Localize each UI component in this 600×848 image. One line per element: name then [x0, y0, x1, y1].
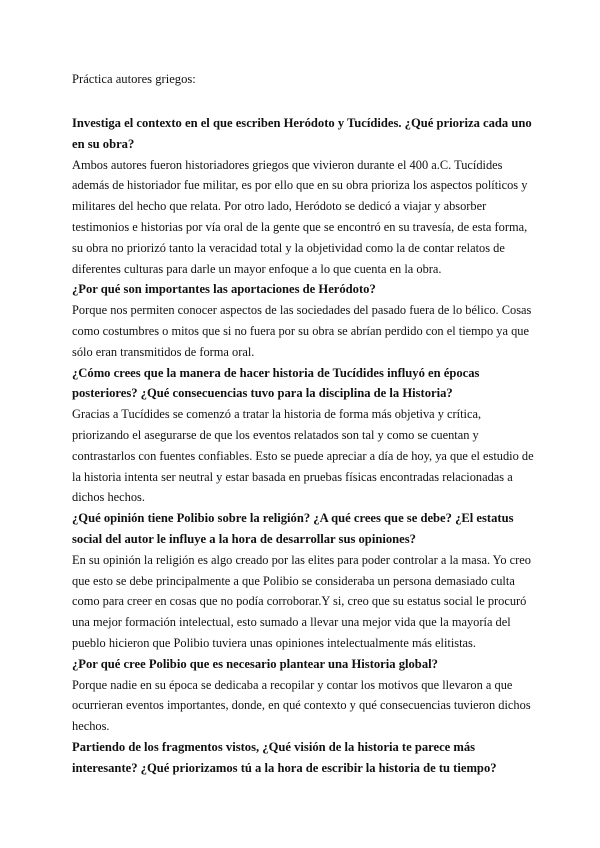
question-5: ¿Por qué cree Polibio que es necesario plantear una Historia global?: [72, 656, 438, 671]
answer-4: En su opinión la religión es algo creado por las elites para poder controlar a la masa. Yo creo que esto se debe principalmente a que Polibio se consideraba un persona demasiado culta como para creer en cosas que no podía corroborar.Y si, creo que su estatus social le procuró una mejor formación intelectual, esto sumado a llevar una mejor vida que la mayoría del pueblo hicieron que Polibio tuviera unas opiniones intelectualmente más elitistas.: [72, 552, 531, 650]
question-3: ¿Cómo crees que la manera de hacer historia de Tucídides influyó en épocas posteriores? ¿Qué consecuencias tuvo para la disciplina de la Historia?: [72, 365, 480, 401]
question-6: Partiendo de los fragmentos vistos, ¿Qué visión de la historia te parece más interesante? ¿Qué priorizamos tú a la hora de escribir la historia de tu tiempo?: [72, 739, 497, 775]
section-5: [72, 654, 540, 737]
question-2: ¿Por qué son importantes las aportaciones de Heródoto?: [72, 282, 376, 297]
section-2: [72, 279, 540, 362]
document-title: Práctica autores griegos:: [72, 72, 196, 86]
question-1: Investiga el contexto en el que escriben Heródoto y Tucídides. ¿Qué prioriza cada uno en su obra?: [72, 116, 532, 151]
answer-1: Ambos autores fueron historiadores griegos que vivieron durante el 400 a.C. Tucídides además de historiador fue militar, es por ello que en su obra prioriza los aspectos políticos y militares del hecho que relata. Por otro lado, Heródoto se dedicó a viajar y absorber testimonios e historias por vía oral de la gente que se encontró en su travesía, de esta forma, su obra no priorizó tanto la veracidad total y la objetividad como la de contar relatos de diferentes culturas para darle un mayor enfoque a lo que cuenta en la obra.: [72, 157, 528, 276]
answer-5: Porque nadie en su época se dedicaba a recopilar y contar los motivos que llevaron a que ocurrieran eventos importantes, donde, en qué contexto y qué consecuencias tuvieron dichos hechos.: [72, 677, 531, 734]
answer-3: Gracias a Tucídides se comenzó a tratar la historia de forma más objetiva y crítica, priorizando el asegurarse de que los eventos relatados son tal y como se cuentan y contrastarlos con fuentes confiables. Esto se puede apreciar a día de hoy, ya que el estudio de la historia intenta ser neutral y estar basada en pruebas físicas encontradas relacionadas a dichos hechos.: [72, 407, 534, 505]
section-6: [72, 737, 540, 779]
section-4: [72, 508, 540, 654]
section-1: [72, 113, 540, 279]
question-4: ¿Qué opinión tiene Polibio sobre la religión? ¿A qué crees que se debe? ¿El estatus social del autor le influye a la hora de desarrollar sus opiniones?: [72, 511, 514, 546]
answer-2: Porque nos permiten conocer aspectos de las sociedades del pasado fuera de lo bélico. Cosas como costumbres o mitos que si no fuera por su obra se abrían perdido con el tiempo ya que sólo eran transmitidos de forma oral.: [72, 303, 532, 359]
section-3: [72, 363, 540, 509]
